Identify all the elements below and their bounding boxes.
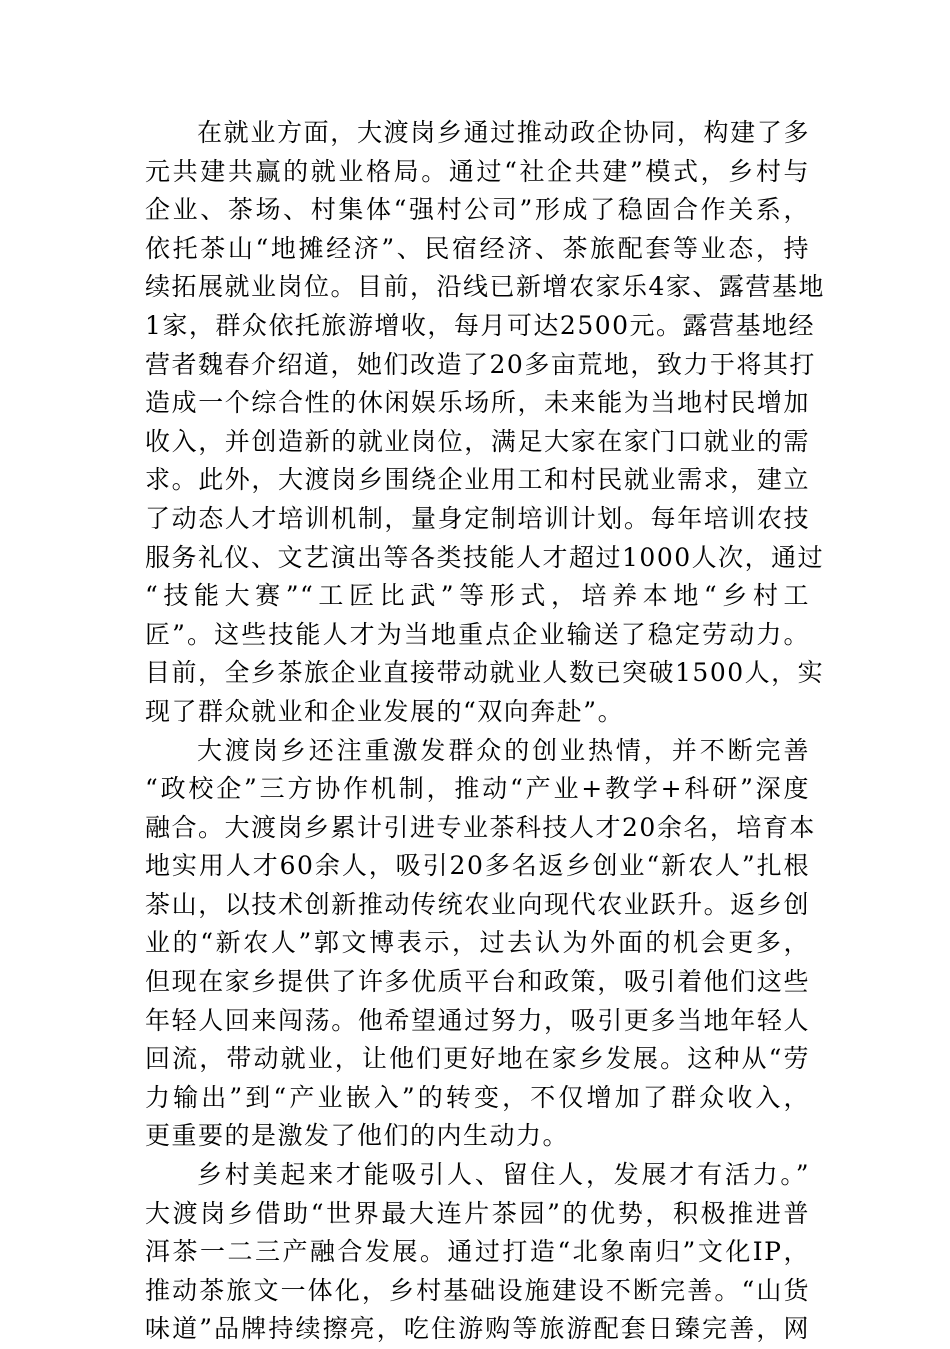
text-line: 现了群众就业和企业发展的“双向奔赴”。: [145, 696, 625, 726]
text-line: 更重要的是激发了他们的内生动力。: [145, 1121, 570, 1151]
text-line: 地实用人才60余人，吸引20多名返乡创业“新农人”扎根: [145, 851, 810, 881]
text-line: 造成一个综合性的休闲娱乐场所，未来能为当地村民增加: [145, 388, 810, 418]
text-line: 但现在家乡提供了许多优质平台和政策，吸引着他们这些: [145, 967, 810, 997]
text-line: 茶山，以技术创新推动传统农业向现代农业跃升。返乡创: [145, 889, 810, 919]
text-line: 味道”品牌持续擦亮，吃住游购等旅游配套日臻完善，网: [145, 1314, 810, 1344]
article-body: [145, 114, 825, 1349]
text-line: 服务礼仪、文艺演出等各类技能人才超过1000人次，通过: [145, 542, 825, 572]
text-line: 在就业方面，大渡岗乡通过推动政企协同，构建了多: [197, 118, 810, 147]
text-line: 企业、茶场、村集体“强村公司”形成了稳固合作关系，: [145, 195, 810, 225]
text-line: 营者魏春介绍道，她们改造了20多亩荒地，致力于将其打: [145, 349, 816, 379]
text-line: 匠”。这些技能人才为当地重点企业输送了稳定劳动力。: [145, 619, 810, 649]
text-line: 推动茶旅文一体化，乡村基础设施建设不断完善。“山货: [145, 1275, 810, 1305]
text-line: 业的“新农人”郭文博表示，过去认为外面的机会更多，: [145, 928, 810, 958]
paragraph-entrepreneurship: [145, 732, 816, 1157]
text-line: 目前，全乡茶旅企业直接带动就业人数已突破1500人，实: [145, 658, 825, 688]
text-line: 年轻人回来闯荡。他希望通过努力，吸引更多当地年轻人: [145, 1005, 810, 1035]
text-line: 收入，并创造新的就业岗位，满足大家在家门口就业的需: [145, 426, 810, 456]
paragraph-employment: [145, 114, 825, 732]
text-line: 洱茶一二三产融合发展。通过打造“北象南归”文化IP，: [145, 1237, 810, 1267]
text-line: “政校企”三方协作机制，推动“产业+教学+科研”深度: [145, 774, 810, 804]
text-line: 力输出”到“产业嵌入”的转变，不仅增加了群众收入，: [145, 1082, 810, 1112]
text-line: 元共建共赢的就业格局。通过“社企共建”模式，乡村与: [145, 156, 810, 186]
text-line: 1家，群众依托旅游增收，每月可达2500元。露营基地经: [145, 310, 816, 340]
paragraph-rural-development: [145, 1156, 810, 1349]
text-line: 大渡岗乡还注重激发群众的创业热情，并不断完善: [197, 735, 810, 765]
text-line: 回流，带动就业，让他们更好地在家乡发展。这种从“劳: [145, 1044, 810, 1074]
text-line: “技能大赛”“工匠比武”等形式，培养本地“乡村工: [145, 581, 810, 611]
text-line: 融合。大渡岗乡累计引进专业茶科技人才20余名，培育本: [145, 812, 816, 842]
text-line: 大渡岗乡借助“世界最大连片茶园”的优势，积极推进普: [145, 1198, 810, 1228]
text-line: 了动态人才培训机制，量身定制培训计划。每年培训农技: [145, 503, 810, 533]
text-line: 依托茶山“地摊经济”、民宿经济、茶旅配套等业态，持: [145, 233, 810, 263]
text-line: 乡村美起来才能吸引人、留住人，发展才有活力。”: [197, 1160, 810, 1190]
text-line: 求。此外，大渡岗乡围绕企业用工和村民就业需求，建立: [145, 465, 810, 495]
text-line: 续拓展就业岗位。目前，沿线已新增农家乐4家、露营基地: [145, 272, 825, 302]
